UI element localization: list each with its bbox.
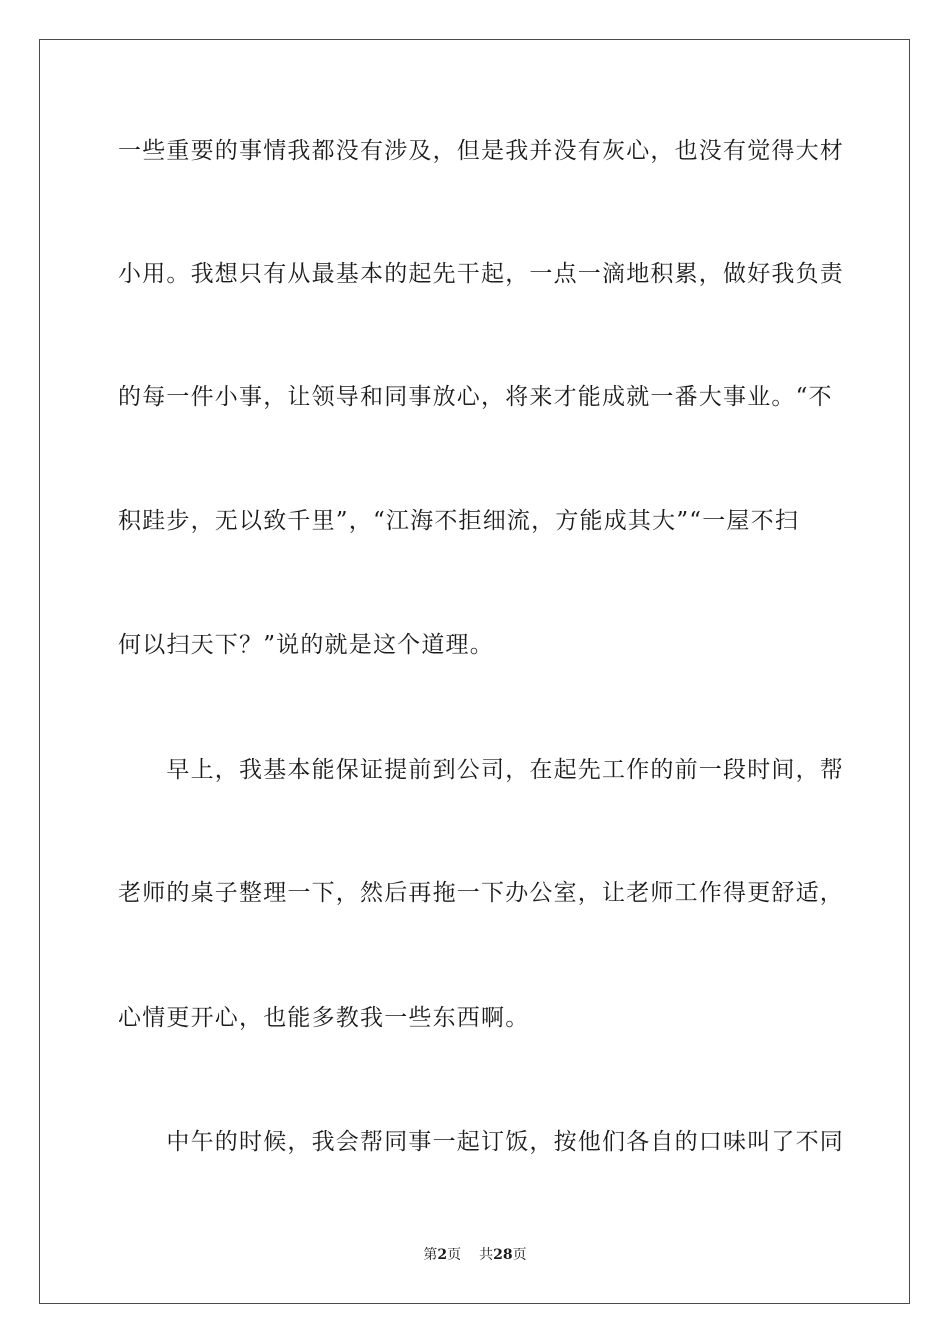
- text-line: 的每一件小事，让领导和同事放心，将来才能成就一番大事业。“不: [118, 384, 833, 410]
- footer-total-suffix: 页: [512, 1247, 527, 1263]
- text-line: 何以扫天下？”说的就是这个道理。: [118, 632, 494, 658]
- text-line: 一些重要的事情我都没有涉及，但是我并没有灰心，也没有觉得大材: [118, 138, 844, 164]
- footer-page-number: 2: [437, 1247, 448, 1263]
- footer-total-pages: 28: [493, 1247, 513, 1263]
- footer-page-prefix: 第: [423, 1247, 438, 1263]
- text-line: 积跬步，无以致千里”，“江海不拒细流，方能成其大”“一屋不扫: [118, 508, 800, 534]
- text-line: 早上，我基本能保证提前到公司，在起先工作的前一段时间，帮: [118, 757, 844, 783]
- text-line: 老师的桌子整理一下，然后再拖一下办公室，让老师工作得更舒适，: [118, 880, 844, 906]
- page-footer: [0, 1246, 950, 1264]
- text-line: 小用。我想只有从最基本的起先干起，一点一滴地积累，做好我负责: [118, 261, 844, 287]
- footer-total-prefix: 共: [479, 1247, 494, 1263]
- page-border: [39, 39, 910, 1304]
- text-line: 中午的时候，我会帮同事一起订饭，按他们各自的口味叫了不同: [118, 1129, 844, 1155]
- footer-page-suffix: 页: [447, 1247, 462, 1263]
- text-line: 心情更开心，也能多教我一些东西啊。: [118, 1005, 530, 1031]
